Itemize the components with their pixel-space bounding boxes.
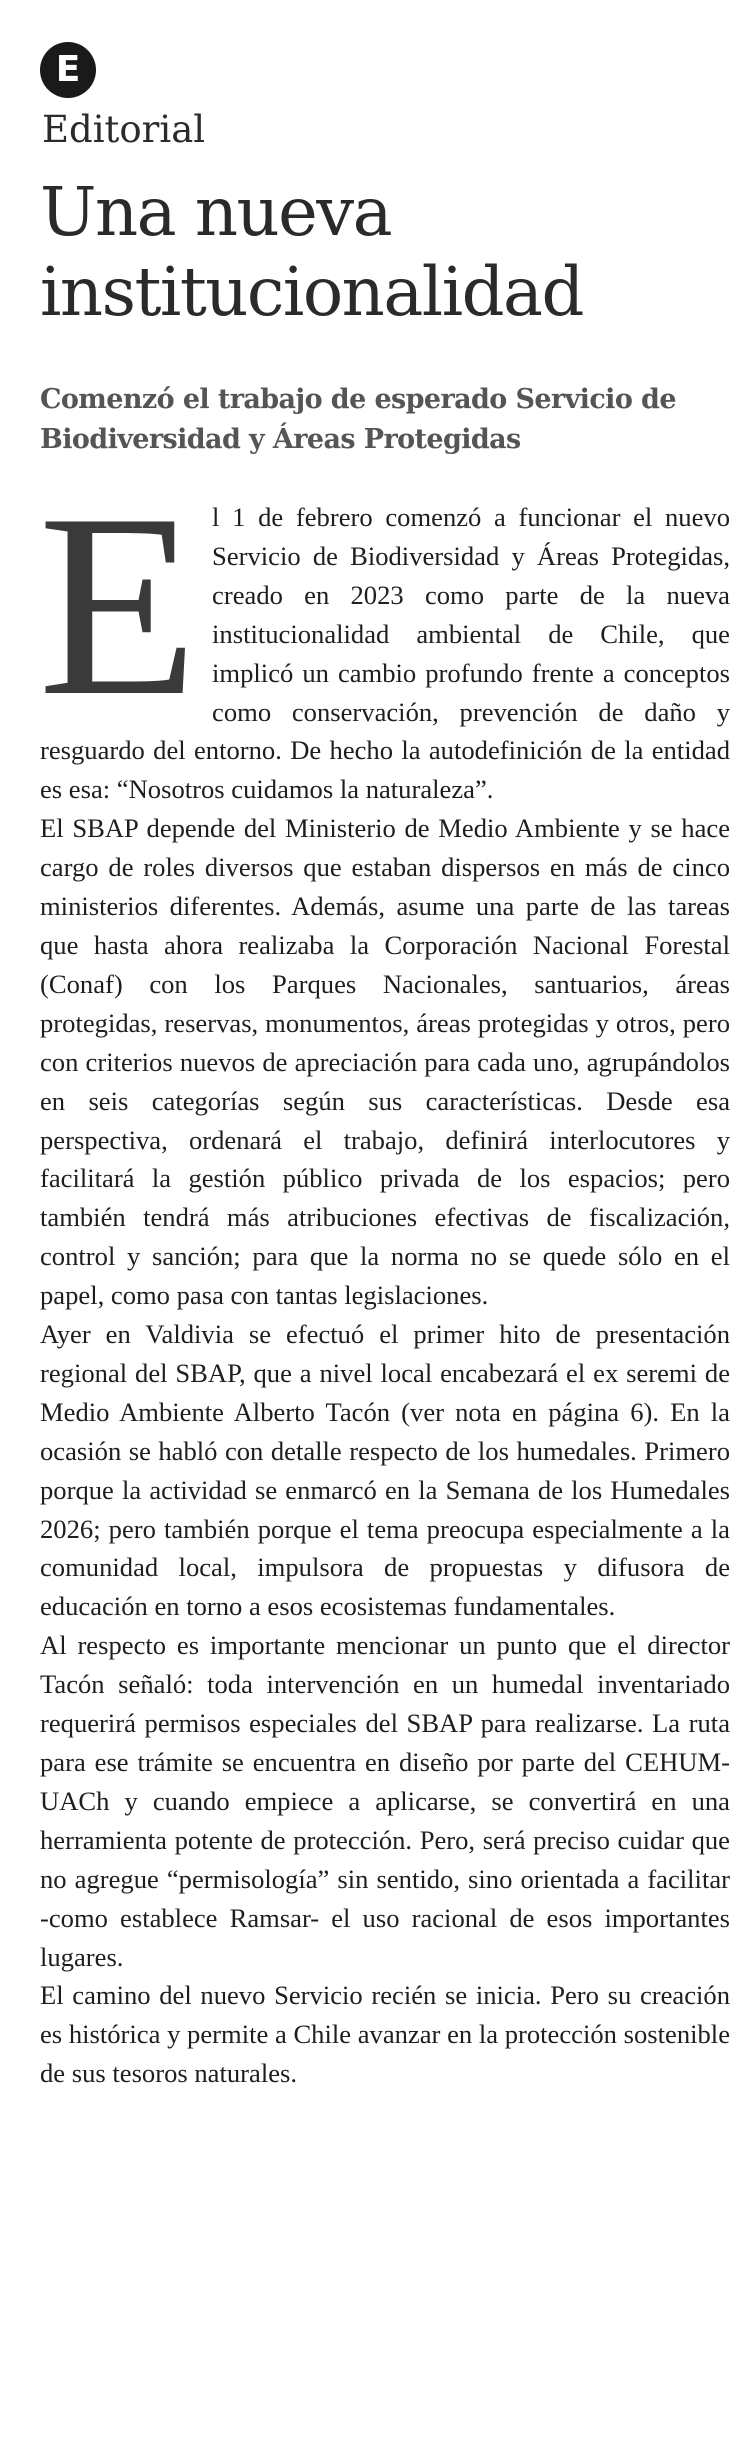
drop-cap: E bbox=[38, 460, 199, 750]
paragraph-1 bbox=[38, 460, 730, 809]
paragraph-2: El SBAP depende del Ministerio de Medio Ambiente y se hace cargo de roles diversos que estaban dispersos en más de cinco ministerios diferentes. Además, asume una parte de las tareas que hasta ahora realizaba la Corporación Nacional Forestal (Conaf) con los Parques Nacionales, santuarios, áreas protegidas, reservas, monumentos, áreas protegidas y otros, pero con criterios nuevos de apreciación para cada uno, agrupándolos en seis categorías según sus características. Desde esa perspectiva, ordenará el trabajo, definirá interlocutores y facilitará la gestión público privada de los espacios; pero también tendrá más atribuciones efectivas de fiscalización, control y sanción; para que la norma no se quede sólo en el papel, como pasa con tantas legislaciones. bbox=[40, 813, 730, 1311]
editorial-badge: E bbox=[40, 42, 96, 98]
section-kicker: Editorial bbox=[42, 108, 206, 151]
subheadline: Comenzó el trabajo de esperado Servicio de Biodiversidad y Áreas Protegidas bbox=[40, 384, 676, 455]
paragraph-1-text: l 1 de febrero comenzó a funcionar el nuevo Servicio de Biodiversidad y Áreas Protegidas, creado en 2023 como parte de la nueva institucionalidad ambiental de Chile, que implicó un cambio profundo frente a conceptos como conservación, prevención de daño y resguardo del entorno. De hecho la autodefinición de la entidad es esa: “Nosotros cuidamos la naturaleza”. bbox=[40, 502, 730, 805]
paragraph-5: El camino del nuevo Servicio recién se inicia. Pero su creación es histórica y permite a Chile avanzar en la protección sostenible de sus tesoros naturales. bbox=[40, 1980, 730, 2089]
paragraph-3: Ayer en Valdivia se efectuó el primer hito de presentación regional del SBAP, que a nivel local encabezará el ex seremi de Medio Ambiente Alberto Tacón (ver nota en página 6). En la ocasión se habló con detalle respecto de los humedales. Primero porque la actividad se enmarcó en la Semana de los Humedales 2026; pero también porque el tema preocupa especialmente a la comunidad local, impulsora de propuestas y difusora de educación en torno a esos ecosistemas fundamentales. bbox=[40, 1319, 730, 1622]
article-body bbox=[38, 460, 730, 2093]
paragraph-4: Al respecto es importante mencionar un punto que el director Tacón señaló: toda intervención en un humedal inventariado requerirá permisos especiales del SBAP para realizarse. La ruta para ese trámite se encuentra en diseño por parte del CEHUM-UACh y cuando empiece a aplicarse, se convertirá en una herramienta potente de protección. Pero, será preciso cuidar que no agregue “permisología” sin sentido, sino orientada a facilitar -como establece Ramsar- el uso racional de esos importantes lugares. bbox=[40, 1630, 730, 1972]
headline: Una nueva institucionalidad bbox=[40, 173, 583, 331]
